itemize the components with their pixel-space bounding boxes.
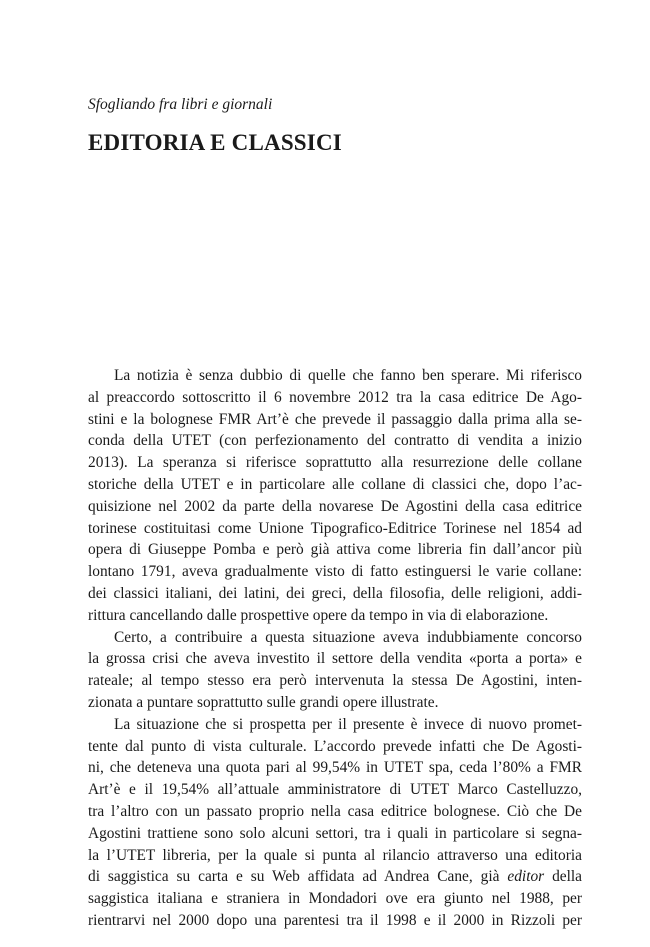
text-line: torinese costituitasi come Unione Tipografico-Editrice Torinese nel 1854 ad [88, 519, 582, 537]
text-line: zionata a puntare soprattutto sulle grandi opere illustrate. [88, 693, 439, 711]
text-line: 2013). La speranza si riferisce soprattutto alla resurrezione delle collane [88, 454, 582, 472]
article-body [88, 365, 582, 932]
text-line: storiche della UTET e in particolare alle collane di classici che, dopo l’ac- [88, 475, 582, 493]
text-line: tra l’altro con un passato proprio nella casa editrice bolognese. Ciò che De [88, 802, 582, 820]
section-kicker: Sfogliando fra libri e giornali [88, 96, 273, 113]
text-line: conda della UTET (con perfezionamento del contratto di vendita a inizio [88, 432, 582, 450]
text-line: rientrarvi nel 2000 dopo una parentesi tra il 1998 e il 2000 in Rizzoli per [88, 911, 582, 929]
text-line: La notizia è senza dubbio di quelle che fanno ben sperare. Mi riferisco [114, 367, 582, 384]
text-line: tente dal punto di vista culturale. L’accordo prevede infatti che De Agosti- [88, 737, 582, 755]
text-line: stini e la bolognese FMR Art’è che prevede il passaggio dalla prima alla se- [88, 410, 582, 428]
text-segment: della [544, 868, 582, 886]
text-line: la grossa crisi che aveva investito il settore della vendita «porta a porta» e [88, 650, 582, 668]
text-line: lontano 1791, aveva gradualmente visto di fatto estinguersi le varie collane: [88, 563, 582, 581]
text-line: rateale; al tempo stesso era però intervenuta la stessa De Agostini, inten- [88, 672, 582, 690]
text-segment: di saggistica su carta e su Web affidata ad Andrea Cane, già [88, 868, 508, 886]
text-line: Art’è e il 19,54% all’attuale amministratore di UTET Marco Castelluzzo, [88, 781, 582, 799]
text-line: saggistica italiana e straniera in Mondadori ove era giunto nel 1988, per [88, 890, 582, 908]
text-line [88, 866, 582, 888]
text-line: dei classici italiani, dei latini, dei greci, della filosofia, delle religioni, addi- [88, 584, 582, 602]
emphasized-word: editor [507, 868, 545, 886]
text-line: quisizione nel 2002 da parte della novarese De Agostini della casa editrice [88, 497, 582, 515]
text-line: ni, che deteneva una quota pari al 99,54% in UTET spa, ceda l’80% a FMR [88, 759, 582, 777]
text-line: opera di Giuseppe Pomba e però già attiva come libreria fin dall’ancor più [88, 541, 582, 559]
text-line: La situazione che si prospetta per il presente è invece di nuovo promet- [114, 715, 582, 733]
text-line: la l’UTET libreria, per la quale si punta al rilancio attraverso una editoria [88, 846, 582, 864]
article-title: EDITORIA E CLASSICI [88, 130, 342, 155]
text-line: Agostini trattiene sono solo alcuni settori, tra i quali in particolare si segna- [88, 824, 582, 842]
text-line: Certo, a contribuire a questa situazione aveva indubbiamente concorso [114, 628, 582, 646]
text-line: rittura cancellando dalle prospettive opere da tempo in via di elaborazione. [88, 606, 549, 624]
text-line: al preaccordo sottoscritto il 6 novembre 2012 tra la casa editrice De Ago- [88, 388, 582, 406]
